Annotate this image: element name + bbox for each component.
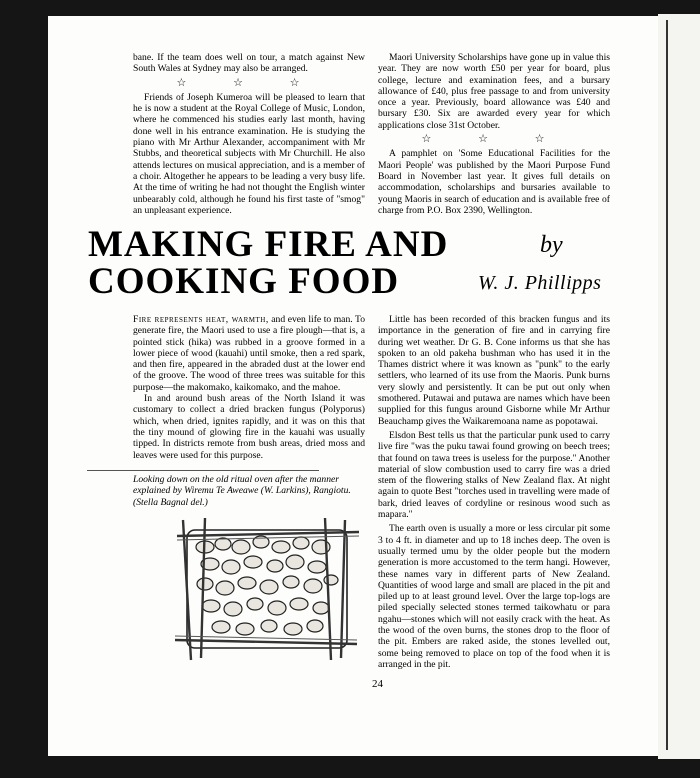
top-left-column [133,52,365,216]
article-paragraph-2: In and around bush areas of the North Island it was customary to collect a dried bracken fungus (Polyporus) which, when dried, ignites rapidly, and it was on this that the tiny mound of glowing fire in the kauahi was usually tipped. In districts remote from bush areas, dried moss and leaves were used for this purpose. [133,393,365,461]
star-separator: ☆ ☆ ☆ [176,76,322,89]
page-edge-line [666,20,668,750]
top-right-column [378,52,610,216]
article-author: W. J. Phillipps [478,272,602,294]
article-left-column [133,314,365,461]
article-paragraph-1 [133,314,365,393]
ritual-oven-illustration [165,512,365,662]
top-right-paragraph-1: Maori University Scholarships have gone up in value this year. They are now worth £50 per year for board, plus college, lecture and examination fees, and a bursary allowance of £40, plus free passage to and from university once a year. Previously, board allowance was £40 and bursary £30. Six are awarded every year for which applications close 31st October. [378,52,610,131]
page-number: 24 [372,678,383,690]
lead-in: Fire represents heat, warmth, [133,314,269,325]
article-title: MAKING FIRE AND COOKING FOOD [88,224,449,302]
top-right-paragraph-2: A pamphlet on 'Some Educational Facilities for the Maori People' was published by the Maori Purpose Fund Board in November last year. It gives full details on accommodation, scholarships and bursaries available to young Maoris in search of education and is available free of charge from P.O. Box 2390, Wellington. [378,148,610,216]
article-paragraph-5: The earth oven is usually a more or less circular pit some 3 to 4 ft. in diameter and up to 18 inches deep. The oven is usually termed umu by the older people but the modern generation is more accustomed to the term hangi. However, these names vary in different parts of New Zealand. Quantities of wood large and small are placed in the pit and piled up to at least ground level. Over the large top-logs are piled specially selected stones termed taikowhatu or para ngahu—stones which will not easily crack with the heat. As the wood of the oven burns, the stones drop to the floor of the pit. Embers are raked aside, the stones levelled out, some being removed to place on top of the food when it is arranged in the pit. [378,523,610,670]
adjacent-page-edge [658,14,700,759]
top-left-paragraph-2: Friends of Joseph Kumeroa will be pleased to learn that he is now a student at the Royal College of Music, London, where he commenced his studies early last month, having done well in his entrance examination. He is studying the piano with Mr Arthur Alexander, accompaniment with Mr Stubbs, and theoretical subjects with Mr Churchill. He also attends lectures on musical appreciation, and is a member of a choir. Altogether he appears to be leading a very busy life. At the time of writing he had not thought the English winter unbearably cold, although he found his first taste of "smog" an unpleasant experience. [133,91,365,216]
figure-caption: Looking down on the old ritual oven after the manner explained by Wiremu Te Aweawe (W. Larkins), Rangiotu. (Stella Bagnal del.) [133,474,351,508]
article-paragraph-1-text: and even life to man. To generate fire, the Maori used to use a fire plough—that is, a pointed stick (hika) was rubbed in a groove formed in a lower piece of wood (kauahi) until smoke, then a red spark, and then fire, appeared in the abraded dust at the lower end of the groove. The wood of three trees was suitable for this purpose—the makomako, kaikomako, and the mahoe. [133,314,366,393]
article-right-column [378,314,610,670]
star-separator: ☆ ☆ ☆ [421,133,567,146]
caption-rule [87,470,319,471]
article-paragraph-3: Little has been recorded of this bracken fungus and its importance in the generation of fire and in carrying fire during wet weather. Dr G. B. Cone informs us that she has spoken to an old pakeha bushman who has used it in the Thames district where it was known as "punk" to the early settlers, who learned of its use from the Maoris. Punk burns very slowly and persistently. It can be put out only when smothered. Putawai and putawa are names which have been supplied for this fungus around Gisborne while Mr Arthur Beauchamp gives the Waikaremoana name as popotawai. [378,314,610,427]
article-paragraph-4: Elsdon Best tells us that the particular punk used to carry live fire "was the puku tawai found growing on beech trees; that found on tawa trees is useless for the purpose." Another material of slow combustion used to carry fire was a dried stem of the flowering stalks of New Zealand flax. At night again to quote Best "torches used in travelling were made of bark, dried leaves of cordyline or resinous wood such as mapara." [378,429,610,521]
top-left-paragraph-1: bane. If the team does well on tour, a match against New South Wales at Sydney may also be arranged. [133,52,365,75]
byline-by: by [540,232,563,258]
